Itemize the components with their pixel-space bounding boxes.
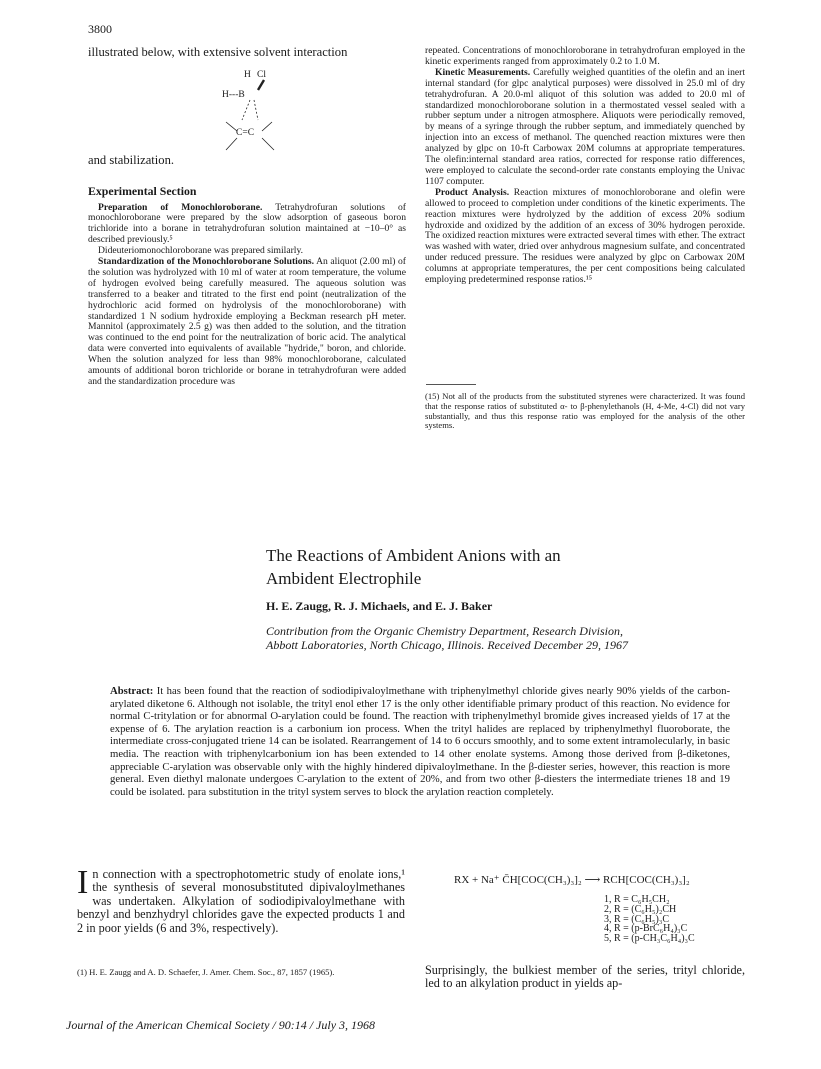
struct-cl: Cl	[257, 70, 266, 80]
journal-footer: Journal of the American Chemical Society / 90:14 / July 3, 1968	[66, 1018, 376, 1032]
scheme-rhs: RCH[COC(CH₃)₃]₂	[602, 874, 690, 886]
affiliation	[266, 624, 736, 652]
footnote-15: (15) Not all of the products from the substituted styrenes were characterized. It was found that the response ratios of substituted α- to β-phenylethanols (H, 4-Me, 4-Cl) did not vary substantially, and thus this response ratio was employed for the analysis of the other systems.	[425, 391, 745, 431]
scheme-item: 4, R = (p-BrC₆H₄)₃C	[604, 923, 688, 935]
scheme-lhs: RX + Na⁺ C̄H[COC(CH₃)₃]₂	[454, 874, 582, 886]
affiliation-line-2: Abbott Laboratories, North Chicago, Illinois. Received December 29, 1967	[266, 638, 628, 652]
prep-text: Tetrahydrofuran solutions of monochloroborane were prepared by the slow adsorption of gaseous boron trichloride into a borane in tetrahydrofuran solution maintained at −10–0° as described previously.⁵	[88, 201, 406, 246]
stabilization-line: and stabilization.	[88, 153, 175, 167]
reference-1: (1) H. E. Zaugg and A. D. Schaefer, J. Amer. Chem. Soc., 87, 1857 (1965).	[77, 967, 335, 977]
std-heading: Standardization of the Monochloroborane Solutions.	[98, 256, 315, 268]
affiliation-line-1: Contribution from the Organic Chemistry Department, Research Division,	[266, 624, 623, 638]
authors: H. E. Zaugg, R. J. Michaels, and E. J. Baker	[266, 599, 493, 613]
kinetic-paragraph	[425, 68, 745, 188]
scheme-equation	[454, 873, 690, 886]
struct-h-top: H	[244, 70, 251, 80]
structure-bonds-svg	[212, 68, 282, 156]
footnote-rule	[426, 384, 476, 385]
scheme-item: 2, R = (C₆H₅)₂CH	[604, 903, 677, 915]
prep-paragraph	[88, 203, 406, 247]
title-line-2: Ambident Electrophile	[266, 569, 422, 588]
abstract-label: Abstract:	[110, 685, 154, 697]
product-heading: Product Analysis.	[435, 186, 510, 198]
right-column	[425, 46, 745, 286]
left-column	[88, 46, 406, 60]
scheme-item: 1, R = C₆H₅CH₂	[604, 894, 670, 905]
product-paragraph	[425, 188, 745, 286]
page-number: 3800	[88, 22, 112, 36]
std-text: An aliquot (2.00 ml) of the solution was hydrolyzed with 10 ml of water at room temperature, the volume of hydrogen evolved being carefully measured. The aqueous solution was transferred to a beaker and titrated to the first end point (neutralization of the hydrochloric acid formed on hydrolysis of the monochloroborane) with standardized 1 N sodium hydroxide employing a Beckman research pH meter. Mannitol (approximately 2.5 g) was then added to the solution, and the titration was continued to the end point for the neutralization of boric acid. The analytical data were converted into equivalents of available "hydride," boron, and chloride. When the solution analyzed for less than 98% monochloroborane, calculated amounts of additional boron trichloride or borane in tetrahydrofuran were added and the standardization procedure was	[88, 256, 406, 387]
scheme-list	[604, 895, 695, 944]
scheme-item: 5, R = (p-CH₃C₆H₄)₃C	[604, 933, 695, 945]
section-heading: Experimental Section	[88, 183, 197, 198]
drop-cap: I	[77, 864, 89, 901]
cont-paragraph: repeated. Concentrations of monochloroborane in tetrahydrofuran employed in the kinetic experiments ranged from approximately 0.2 to 1.0 M.	[425, 45, 745, 67]
left-column-experimental	[88, 154, 406, 388]
struct-h-b: H---B	[222, 90, 245, 100]
article-title	[266, 544, 686, 590]
body-left-text: n connection with a spectrophotometric study of enolate ions,¹ the synthesis of several monosubstituted dipivaloylmethanes was undertaken. Alkylation of sodiodipivaloylmethane with benzyl and benzhydryl chlorides gave the expected products 1 and 2 in poor yields (6 and 3%, respectively).	[77, 867, 405, 935]
kinetic-text: Carefully weighed quantities of the olefin and an inert internal standard (for glpc analytical purposes) were dissolved in 25.0 ml of dry tetrahydrofuran. A 20.0-ml aliquot of this solution was added to 20.0 ml of standardized monochloroborane solution in a thermostated vessel sealed with a rubber septum under a nitrogen atmosphere. Aliquots were periodically removed, by means of a syringe through the rubber septum, and immediately quenched by injection into an excess of methanol. The quenched reaction mixtures were then analyzed by glpc on 10-ft Carbowax 20M columns at appropriate temperatures. The olefin:internal standard area ratios, corrected for response ratio differences, were employed to calculate the second-order rate constants employing the Univac 1107 computer.	[425, 66, 745, 187]
abstract	[110, 685, 730, 798]
scheme-arrow: ⟶	[584, 874, 601, 886]
body-right: Surprisingly, the bulkiest member of the series, trityl chloride, led to an alkylation product in yields ap-	[425, 963, 745, 991]
intro-line: illustrated below, with extensive solvent interaction	[88, 45, 348, 59]
borane-olefin-structure	[212, 68, 282, 156]
kinetic-heading: Kinetic Measurements.	[435, 66, 531, 78]
abstract-text: It has been found that the reaction of sodiodipivaloylmethane with triphenylmethyl chloride gives nearly 90% yields of the carbon-arylated diketone 6. Although not isolable, the trityl enol ether 17 is the only other identifiable primary product of this reaction. No evidence for normal C-tritylation or for abnormal O-arylation could be found. The reaction with triphenylmethyl bromide gives increased yields of 17 at the expense of 6. The arylation reaction is a carbonium ion process. When the trityl halides are replaced by triphenylmethyl fluoroborate, the intermediate cross-conjugated triene 14 can be isolated. Rearrangement of 14 to 6 occurs smoothly, and to some extent intramolecularly, in basic media. The reaction with triphenylcarbonium ion has been extended to 14 other enolate systems. Among those derived from β-diketones, appreciable C-arylation was observable only with the highly hindered dipivaloylmethane. In the β-diester series, however, this reaction is more general. Even diethyl malonate undergoes C-arylation to the extent of 20%, and from two other β-diesters the intermediate trienes 18 and 19 could be isolated. para substitution in the trityl system serves to block the arylation reaction completely.	[110, 685, 730, 798]
prep-heading: Preparation of Monochloroborane.	[98, 201, 263, 213]
body-left	[77, 864, 405, 935]
dideuterio-paragraph: Dideuteriomonochloroborane was prepared similarly.	[98, 245, 304, 257]
std-paragraph	[88, 257, 406, 388]
product-text: Reaction mixtures of monochloroborane and olefin were allowed to proceed to completion under conditions of the kinetic experiments. The reaction mixtures were hydrolyzed by the addition of excess 20% sodium hydroxide and oxidized by the addition of an excess of 30% hydrogen peroxide. The oxidized reaction mixtures were extracted several times with ether. The extract was washed with water, dried over anhydrous magnesium sulfate, and concentrated under reduced pressure. The residues were analyzed by glpc on Carbowax 20M columns at appropriate temperatures, the per cent compositions being calculated employing predetermined response ratios.¹⁵	[425, 186, 745, 286]
title-line-1: The Reactions of Ambident Anions with an	[266, 546, 561, 565]
struct-c-c: C=C	[236, 128, 255, 138]
scheme-item: 3, R = (C₆H₅)₃C	[604, 913, 669, 925]
